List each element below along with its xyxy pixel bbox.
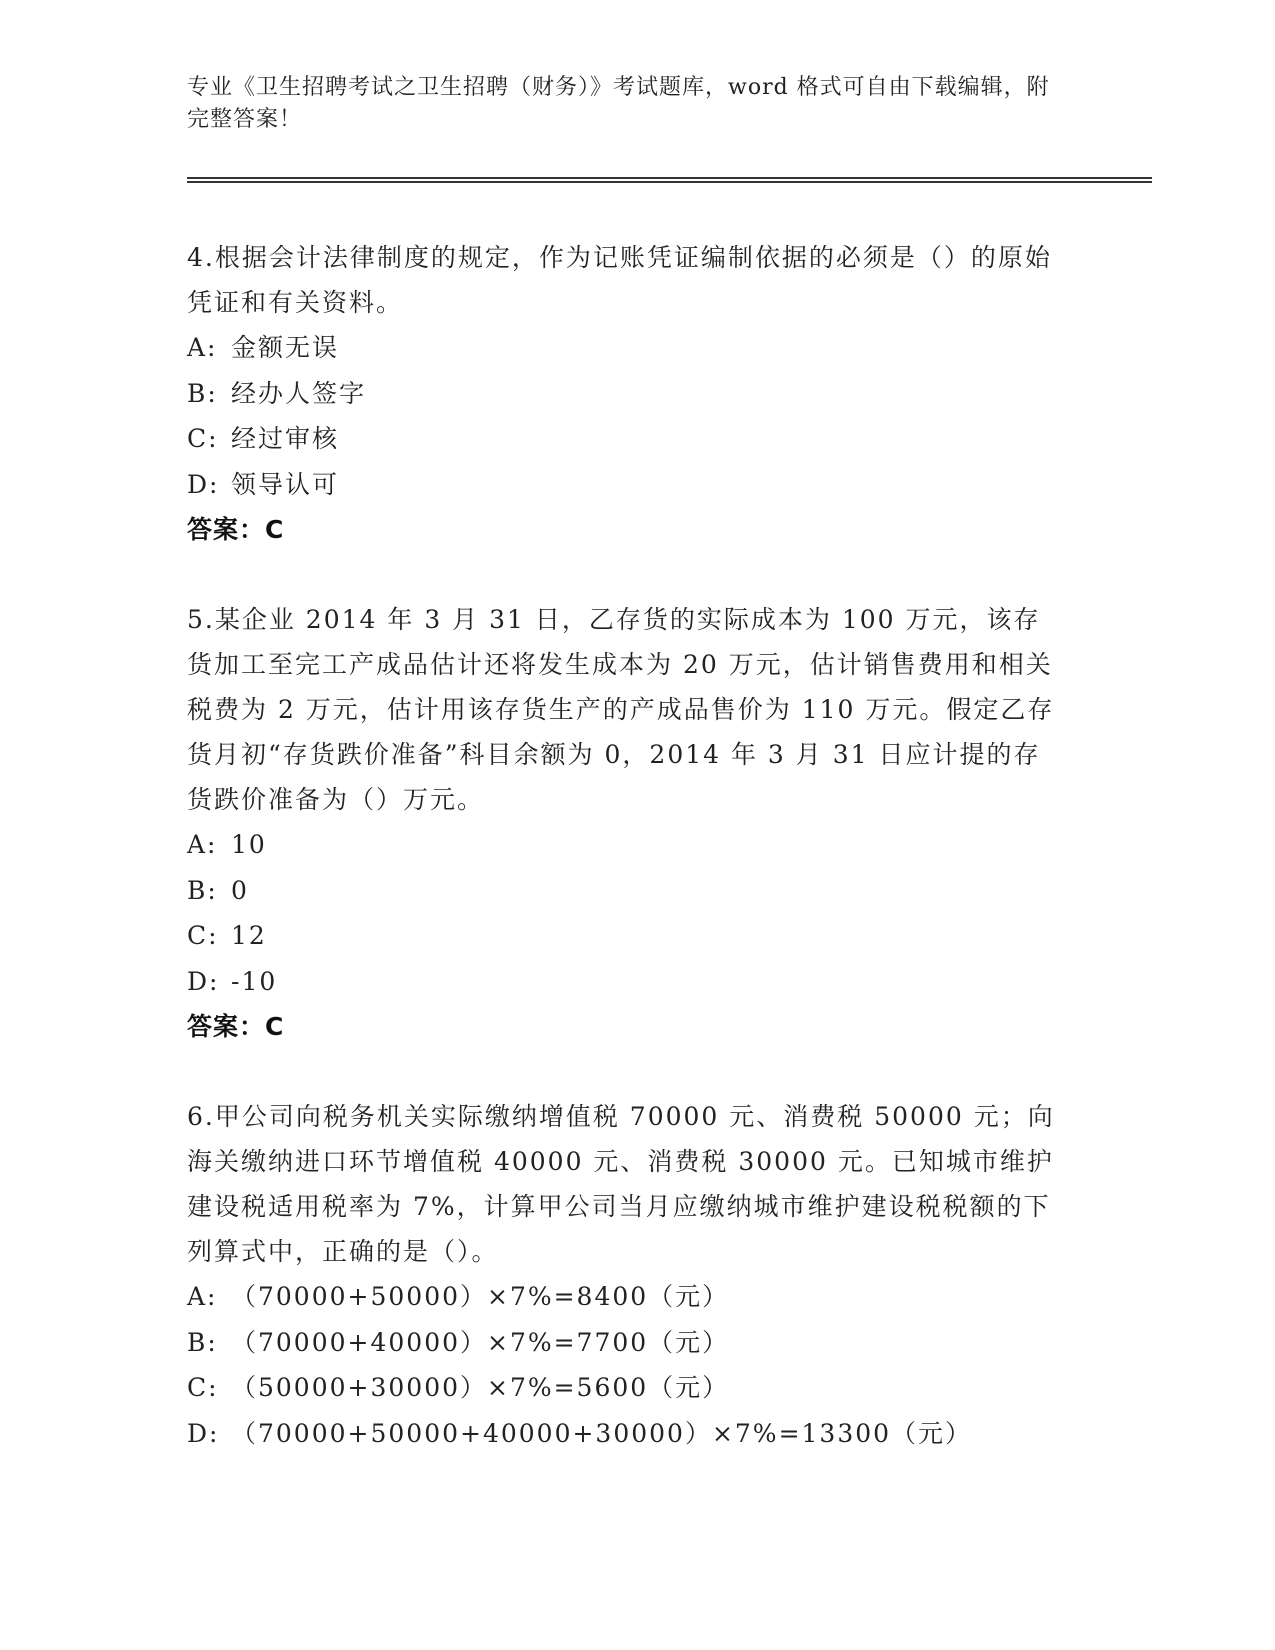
option-c	[187, 1365, 1067, 1411]
option-text: （50000+30000）×7%=5600（元）	[231, 1373, 730, 1402]
option-text: 领导认可	[231, 469, 340, 499]
option-text: 12	[231, 921, 267, 950]
option-text: 经过审核	[231, 424, 340, 453]
header-divider-bottom	[187, 181, 1152, 183]
option-letter: A:	[187, 830, 218, 859]
option-text: 金额无误	[231, 333, 340, 362]
option-letter: C:	[187, 424, 219, 453]
option-text: 10	[231, 830, 267, 859]
question-5	[187, 597, 1067, 1050]
option-d	[187, 462, 1067, 508]
option-a	[187, 822, 1067, 868]
option-d	[187, 1411, 1067, 1457]
question-stem: 5.某企业 2014 年 3 月 31 日，乙存货的实际成本为 100 万元，该存货加工至完工产成品估计还将发生成本为 20 万元，估计销售费用和相关税费为 2 万元，估计用该存货生产的产成品售价为 110 万元。假定乙存货月初“存货跌价准备”科目余额为 0，2014 年 3 月 31 日应计提的存货跌价准备为（）万元。	[187, 605, 1055, 814]
option-d	[187, 959, 1067, 1005]
option-text: （70000+40000）×7%=7700（元）	[231, 1327, 730, 1357]
option-letter: D:	[187, 966, 220, 996]
option-b	[187, 868, 1067, 914]
question-stem: 4.根据会计法律制度的规定，作为记账凭证编制依据的必须是（）的原始凭证和有关资料。	[187, 243, 1052, 317]
question-stem: 6.甲公司向税务机关实际缴纳增值税 70000 元、消费税 50000 元；向海关缴纳进口环节增值税 40000 元、消费税 30000 元。已知城市维护建设税适用税率为 7%，计算甲公司当月应缴纳城市维护建设税税额的下列算式中，正确的是（）。	[187, 1102, 1055, 1266]
answer-line: 答案：C	[187, 1012, 285, 1041]
option-text: （70000+50000+40000+30000）×7%=13300（元）	[231, 1418, 973, 1448]
option-b	[187, 1320, 1067, 1366]
option-letter: D:	[187, 1418, 220, 1448]
option-letter: A:	[187, 333, 218, 362]
option-letter: A:	[187, 1282, 218, 1311]
option-a	[187, 325, 1067, 371]
option-text: （70000+50000）×7%=8400（元）	[231, 1282, 730, 1311]
option-a	[187, 1274, 1067, 1320]
option-b	[187, 371, 1067, 417]
option-text: 0	[231, 875, 249, 905]
option-letter: C:	[187, 1373, 219, 1402]
answer-line: 答案：C	[187, 515, 285, 544]
option-letter: B:	[187, 875, 218, 905]
option-letter: B:	[187, 1327, 218, 1357]
option-c	[187, 913, 1067, 959]
option-text: 经办人签字	[231, 378, 367, 408]
option-letter: B:	[187, 378, 218, 408]
option-text: -10	[231, 966, 278, 996]
header-divider-top	[187, 177, 1152, 179]
option-c	[187, 416, 1067, 462]
question-4	[187, 235, 1067, 553]
option-letter: C:	[187, 921, 219, 950]
document-header: 专业《卫生招聘考试之卫生招聘（财务）》考试题库，word 格式可自由下载编辑，附完整答案！	[187, 75, 1050, 132]
question-6	[187, 1094, 1067, 1456]
option-letter: D:	[187, 469, 220, 499]
